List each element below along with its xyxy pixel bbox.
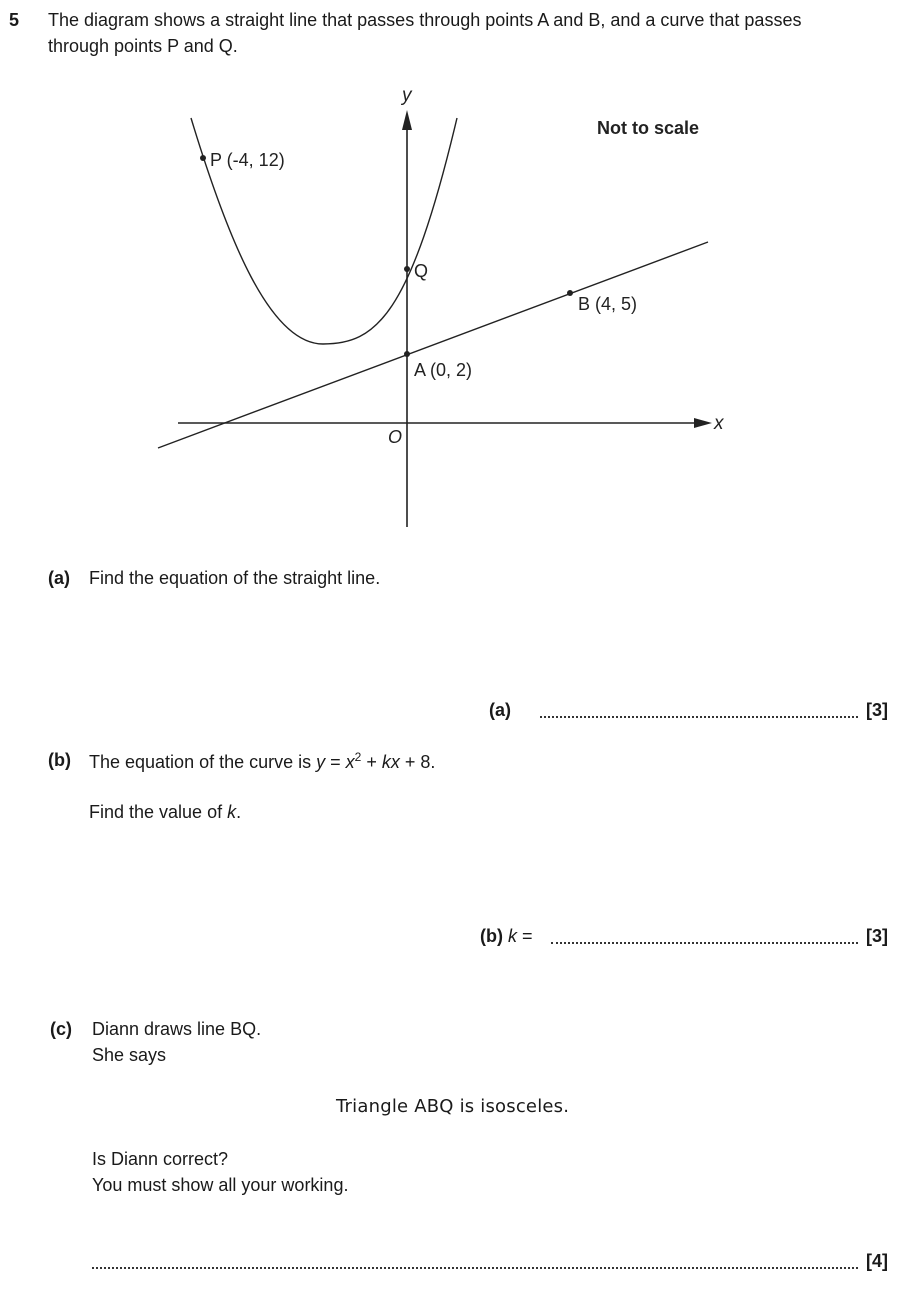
part-b-eq-x2: x [390, 752, 400, 772]
origin-label: O [388, 427, 403, 447]
part-c-line1: Diann draws line BQ. [92, 1019, 262, 1039]
part-a-label: (a) [48, 568, 70, 588]
part-b-find-prefix: Find the value of [89, 802, 223, 822]
part-b-eq-eq: = [325, 752, 346, 772]
part-b-eq-plus: + [361, 752, 382, 772]
point-P-label: P (-4, 12) [210, 150, 285, 170]
part-c-line2: She says [92, 1045, 167, 1065]
part-b-eq-rest: + 8. [399, 752, 436, 772]
part-c-quote: Triangle ABQ is isosceles. [336, 1096, 570, 1117]
part-b-answer-line[interactable] [551, 942, 858, 944]
question-number: 5 [9, 10, 20, 30]
part-b-find [89, 802, 241, 823]
part-b-find-k: k [227, 802, 237, 822]
part-b-answer-k: k [508, 926, 517, 946]
straight-line [158, 242, 708, 448]
part-b-text [89, 750, 435, 773]
part-b-eq-k: k [381, 752, 391, 772]
point-Q-dot [404, 266, 410, 272]
x-axis-label: x [714, 413, 724, 434]
point-B-dot [567, 290, 573, 296]
diagram [0, 0, 900, 540]
part-b-answer-eq: = [517, 926, 533, 946]
not-to-scale-label: Not to scale [597, 118, 700, 138]
part-b-text-prefix: The equation of the curve is [89, 752, 312, 772]
part-c-question2: You must show all your working. [92, 1175, 349, 1195]
part-b-find-suffix: . [236, 802, 242, 822]
point-P-dot [200, 155, 206, 161]
point-Q-label: Q [414, 261, 429, 281]
point-A-label: A (0, 2) [414, 360, 473, 380]
part-b-label: (b) [48, 750, 71, 770]
part-b-eq-sup: 2 [354, 750, 362, 764]
part-b-answer-label: (b) [480, 926, 503, 946]
part-b-eq-y: y [316, 752, 326, 772]
part-a-marks: [3] [866, 700, 888, 720]
part-c-question1: Is Diann correct? [92, 1149, 229, 1169]
part-b-eq-x: x [345, 752, 355, 772]
part-b-marks: [3] [866, 926, 888, 946]
part-c-label: (c) [50, 1019, 72, 1039]
y-axis-arrow [402, 110, 412, 130]
y-axis-label: y [402, 85, 412, 106]
question-intro-line2: through points P and Q. [48, 36, 238, 56]
part-a-answer-label: (a) [489, 700, 511, 720]
question-intro-line1: The diagram shows a straight line that passes through points A and B, and a curve that passes [48, 10, 802, 30]
part-a-answer-line[interactable] [540, 716, 858, 718]
part-c-answer-line[interactable] [92, 1267, 858, 1269]
x-axis-arrow [694, 418, 712, 428]
point-B-label: B (4, 5) [578, 294, 638, 314]
part-a-text: Find the equation of the straight line. [89, 568, 381, 588]
point-A-dot [404, 351, 410, 357]
part-c-marks: [4] [866, 1251, 888, 1271]
part-b-answer [480, 926, 533, 947]
